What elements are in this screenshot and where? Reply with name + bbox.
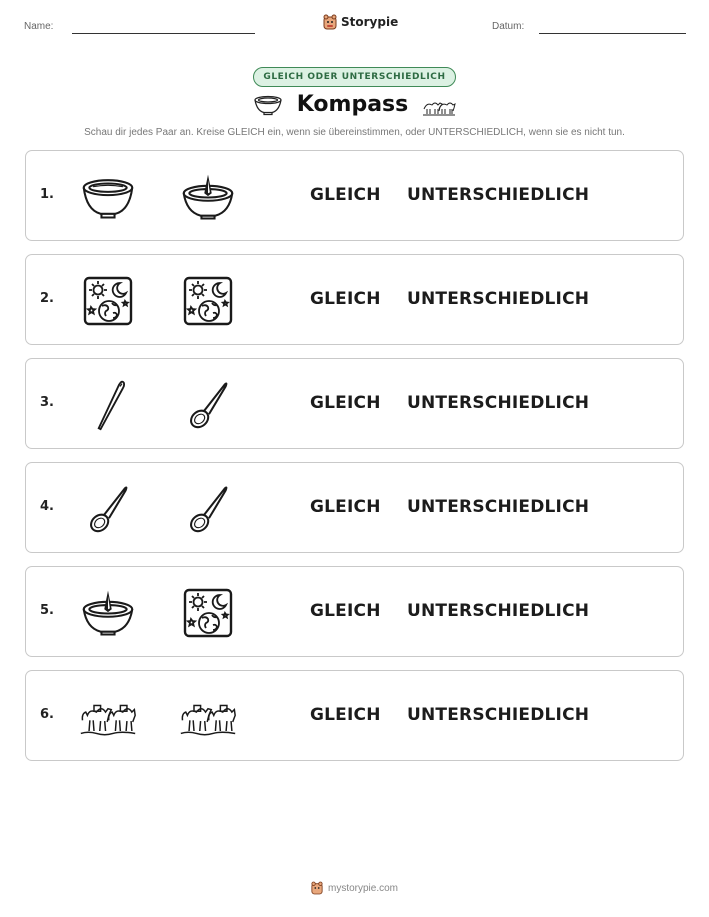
footer-url: mystorypie.com: [327, 882, 398, 894]
exercise-number: 4.: [40, 499, 54, 514]
same-option[interactable]: GLEICH: [310, 289, 381, 309]
different-option[interactable]: UNTERSCHIEDLICH: [407, 497, 590, 517]
exercise-number: 3.: [40, 395, 54, 410]
exercise-row: [25, 358, 684, 449]
different-option[interactable]: UNTERSCHIEDLICH: [407, 601, 590, 621]
exercise-row: [25, 566, 684, 657]
compass-bowl-icon: [180, 171, 236, 223]
storypie-mascot-icon: [323, 14, 337, 30]
instructions-text: Schau dir jedes Paar an. Kreise GLEICH ein, wenn sie übereinstimmen, oder UNTERSCHIEDLICH, wenn sie es nicht tun.: [84, 127, 625, 138]
sky-earth-icon: [80, 275, 136, 327]
needle-icon: [80, 379, 136, 431]
different-option[interactable]: UNTERSCHIEDLICH: [407, 705, 590, 725]
exercise-number: 2.: [40, 291, 54, 306]
worksheet-type-badge: GLEICH ODER UNTERSCHIEDLICH: [253, 67, 456, 87]
exercise-number: 5.: [40, 603, 54, 618]
camel-caravan-icon: [180, 691, 236, 743]
different-option[interactable]: UNTERSCHIEDLICH: [407, 185, 590, 205]
same-option[interactable]: GLEICH: [310, 185, 381, 205]
exercise-row: [25, 254, 684, 345]
exercise-row: [25, 670, 684, 761]
spoon-icon: [80, 483, 136, 535]
footer: [0, 881, 709, 895]
spoon-icon: [180, 379, 236, 431]
sky-earth-icon: [180, 275, 236, 327]
name-line[interactable]: [72, 33, 255, 34]
different-option[interactable]: UNTERSCHIEDLICH: [407, 289, 590, 309]
different-option[interactable]: UNTERSCHIEDLICH: [407, 393, 590, 413]
camel-caravan-icon: [80, 691, 136, 743]
storypie-mascot-icon: [311, 881, 323, 895]
brand-logo: [323, 14, 398, 30]
same-option[interactable]: GLEICH: [310, 601, 381, 621]
date-label: Datum:: [492, 21, 525, 32]
bowl-icon: [253, 94, 283, 116]
exercise-row: [25, 150, 684, 241]
same-option[interactable]: GLEICH: [310, 393, 381, 413]
exercise-number: 6.: [40, 707, 54, 722]
date-line[interactable]: [539, 33, 686, 34]
bowl-icon: [80, 171, 136, 223]
title-row: [0, 92, 709, 117]
spoon-icon: [180, 483, 236, 535]
same-option[interactable]: GLEICH: [310, 497, 381, 517]
brand-name: Storypie: [341, 15, 399, 29]
exercise-number: 1.: [40, 187, 54, 202]
name-label: Name:: [24, 21, 54, 32]
same-option[interactable]: GLEICH: [310, 705, 381, 725]
exercise-row: [25, 462, 684, 553]
compass-bowl-icon: [80, 587, 136, 639]
page-title: Kompass: [296, 92, 409, 117]
camel-caravan-icon: [422, 94, 456, 116]
sky-earth-icon: [180, 587, 236, 639]
